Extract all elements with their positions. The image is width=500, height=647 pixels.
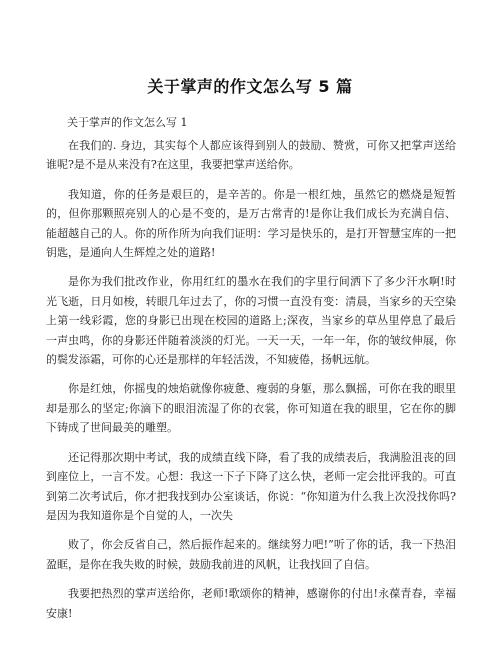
paragraph: 你是红烛，你摇曳的烛焰就像你疲惫、瘦弱的身躯，那么飘摇，可你在我的眼里却是那么的坚定;你滴下的眼泪流湿了你的衣裳，你可知道在我的眼里，它在你的脚下铸成了世间最美的雕塑。 — [46, 382, 456, 435]
document-body — [46, 136, 456, 633]
paragraph: 是你为我们批改作业，你用红红的墨水在我们的字里行间洒下了多少汗水啊!时光飞逝，日月如梭，转眼几年过去了，你的习惯一直没有变：清晨，当家乡的天空染上第一线彩霞，您的身影已出现在校园的道路上;深夜，当家乡的草丛里停息了最后一声虫鸣，你的身影还伴随着淡淡的灯光。一天一天，一年一年，你的皱纹伸展，你的鬓发添霜，可你的心还是那样的年轻活泼，不知疲倦，扬帆远航。 — [46, 275, 456, 367]
document-subtitle: 关于掌声的作文怎么写 1 — [67, 116, 188, 129]
document-title: 关于掌声的作文怎么写 5 篇 — [147, 77, 353, 96]
paragraph: 在我们的. 身边，其实每个人都应该得到别人的鼓励、赞赏，可你又把掌声送给谁呢?是不是从来没有?在这里，我要把掌声送给你。 — [46, 139, 456, 172]
paragraph: 我知道，你的任务是艰巨的，是辛苦的。你是一根红烛，虽然它的燃烧是短暂的，但你那颗照亮别人的心是不变的，是万古常青的!是你让我们成长为充满自信、能超越自己的人。你的所作所为向我们证明：学习是快乐的，是打开智慧宝库的一把钥匙，是通向人生辉煌之处的道路! — [46, 187, 456, 260]
paragraph: 我要把热烈的掌声送给你，老师!歌颂你的精神，感谢你的付出!永葆青春，幸福安康! — [46, 587, 456, 620]
paragraph: 败了，你会反省自己，然后振作起来的。继续努力吧!”听了你的话，我一下热泪盈眶，是你在我失败的时候，鼓励我前进的风帆，让我找回了自信。 — [46, 538, 456, 571]
paragraph: 还记得那次期中考试，我的成绩直线下降，看了我的成绩表后，我满脸沮丧的回到座位上，一言不发。心想：我这一下子下降了这么快，老师一定会批评我的。可直到第二次考试后，你才把我找到办公室谈话，你说：“你知道为什么我上次没找你吗?是因为我知道你是个自觉的人，一次失 — [46, 450, 456, 522]
